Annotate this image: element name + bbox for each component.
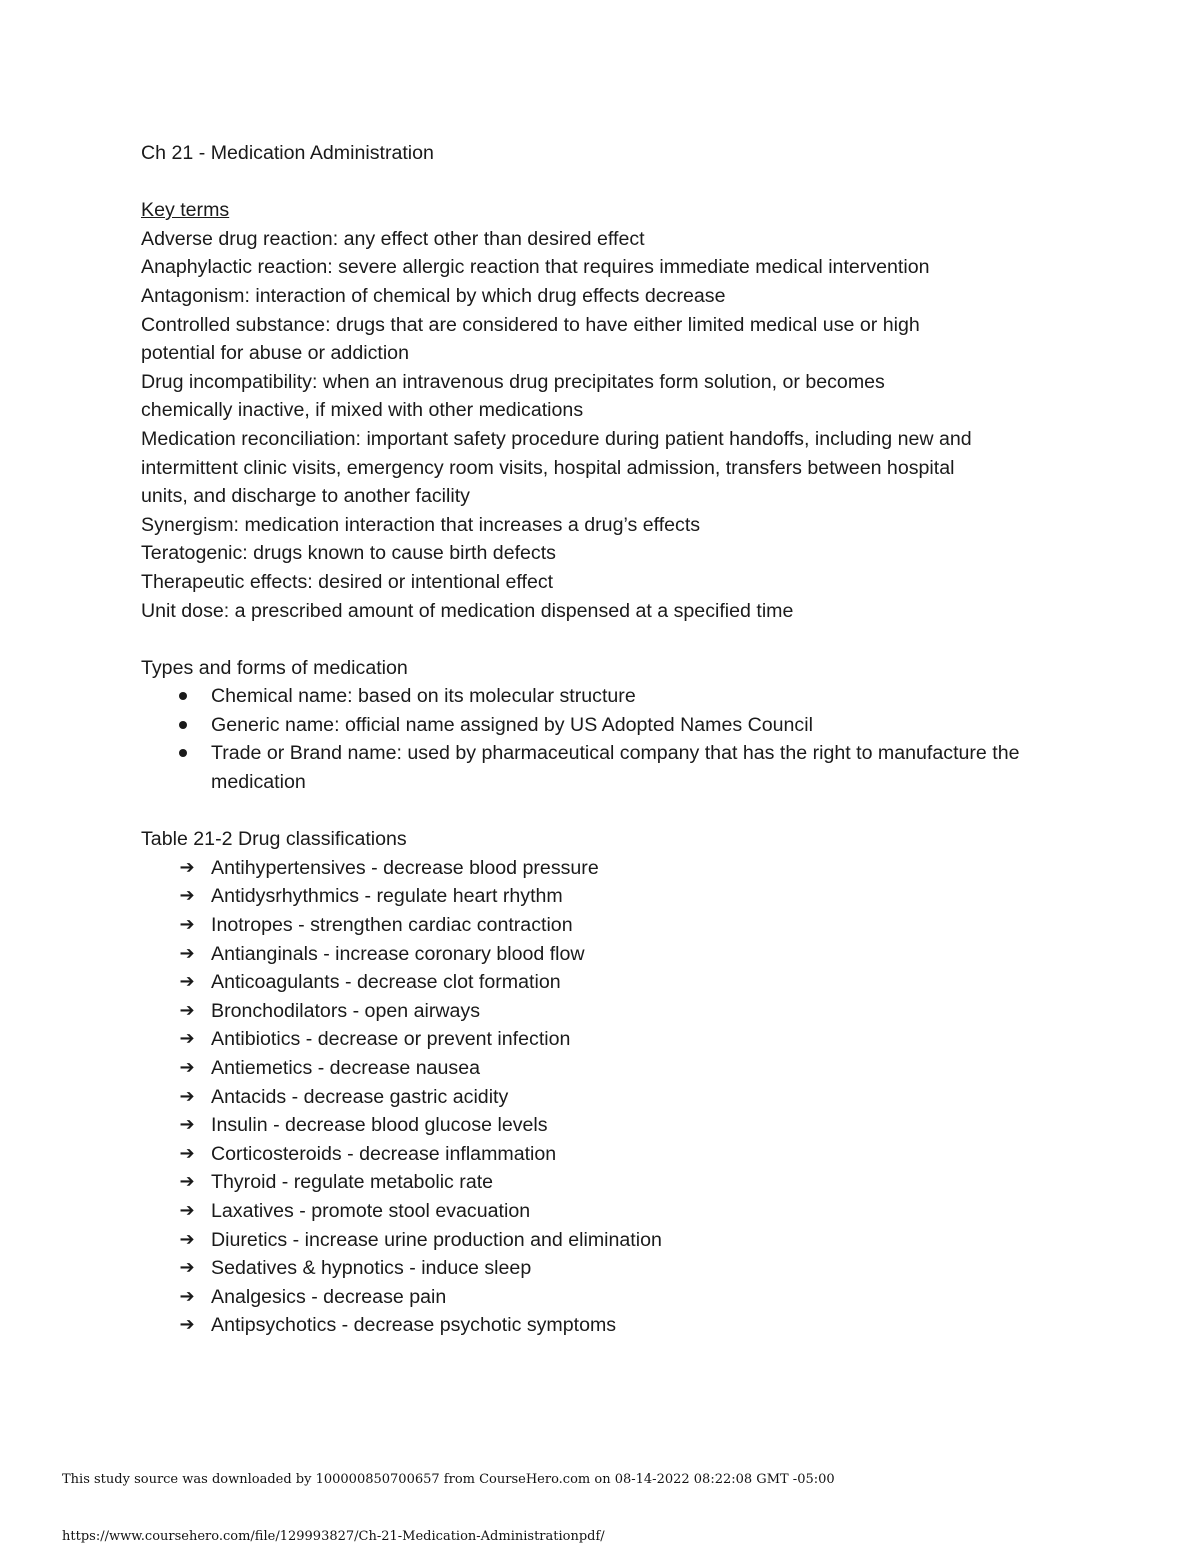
key-terms-heading: Key terms — [141, 199, 230, 222]
list-item-text: Diuretics - increase urine production and elimination — [211, 1228, 662, 1251]
list-item — [141, 940, 1081, 969]
list-item-text: Bronchodilators - open airways — [211, 999, 481, 1022]
list-item — [141, 968, 1081, 997]
list-item — [141, 1226, 1081, 1255]
spacer — [141, 168, 1081, 197]
arrow-right-icon: ➔ — [179, 1171, 195, 1193]
arrow-right-icon: ➔ — [179, 914, 195, 936]
arrow-right-icon: ➔ — [179, 1314, 195, 1336]
list-item — [141, 1025, 1081, 1054]
list-item — [141, 682, 1081, 711]
list-item-text: Laxatives - promote stool evacuation — [211, 1199, 531, 1222]
source-url[interactable]: https://www.coursehero.com/file/129993827/Ch-21-Medication-Administrationpdf/ — [62, 1529, 605, 1544]
arrow-right-icon: ➔ — [179, 1285, 195, 1307]
arrow-right-icon: ➔ — [179, 999, 195, 1021]
spacer — [141, 797, 1081, 826]
arrow-right-icon: ➔ — [179, 1114, 195, 1136]
key-term-line: Anaphylactic reaction: severe allergic reaction that requires immediate medical intervention — [141, 256, 930, 279]
list-item-text: Antibiotics - decrease or prevent infection — [211, 1028, 571, 1051]
list-item-text: Insulin - decrease blood glucose levels — [211, 1114, 548, 1137]
bullet-icon — [179, 721, 187, 729]
list-item — [141, 1311, 1081, 1340]
document-title: Ch 21 - Medication Administration — [141, 142, 434, 164]
list-item-text: Antiemetics - decrease nausea — [211, 1057, 481, 1079]
arrow-right-icon: ➔ — [179, 885, 195, 907]
arrow-right-icon: ➔ — [179, 942, 195, 964]
list-item — [141, 1054, 1081, 1083]
list-item-text: Antihypertensives - decrease blood pressure — [211, 856, 599, 879]
list-item — [141, 1197, 1081, 1226]
list-item — [141, 1083, 1081, 1112]
key-term-line: Drug incompatibility: when an intravenous drug precipitates form solution, or becomes — [141, 370, 885, 393]
arrow-right-icon: ➔ — [179, 1028, 195, 1050]
key-term-line: intermittent clinic visits, emergency room visits, hospital admission, transfers between hospital — [141, 456, 955, 479]
list-item — [141, 911, 1081, 940]
key-terms-list — [141, 225, 1081, 625]
list-item-text: Thyroid - regulate metabolic rate — [211, 1171, 494, 1194]
spacer — [141, 625, 1081, 654]
list-item — [141, 1254, 1081, 1283]
list-item-text: Trade or Brand name: used by pharmaceutical company that has the right to manufacture the medication — [211, 742, 1020, 794]
list-item-text: Generic name: official name assigned by US Adopted Names Council — [211, 713, 813, 736]
document-body — [141, 139, 1081, 1340]
key-term-line: Controlled substance: drugs that are considered to have either limited medical use or high — [141, 313, 920, 336]
list-item-text: Analgesics - decrease pain — [211, 1285, 447, 1308]
list-item-text: Antipsychotics - decrease psychotic symptoms — [211, 1314, 617, 1337]
key-term-line: potential for abuse or addiction — [141, 342, 409, 365]
key-term-line: Antagonism: interaction of chemical by which drug effects decrease — [141, 284, 726, 307]
arrow-right-icon: ➔ — [179, 856, 195, 878]
list-item-text: Inotropes - strengthen cardiac contraction — [211, 914, 573, 937]
key-term-line: Therapeutic effects: desired or intentional effect — [141, 570, 554, 593]
arrow-right-icon: ➔ — [179, 1228, 195, 1250]
list-item — [141, 1168, 1081, 1197]
list-item-text: Chemical name: based on its molecular structure — [211, 685, 636, 708]
key-term-line: Synergism: medication interaction that increases a drug’s effects — [141, 513, 701, 536]
list-item-text: Corticosteroids - decrease inflammation — [211, 1142, 557, 1165]
list-item-text: Sedatives & hypnotics - induce sleep — [211, 1257, 532, 1280]
types-list — [141, 682, 1081, 796]
list-item — [141, 1111, 1081, 1140]
key-term-line: Teratogenic: drugs known to cause birth defects — [141, 542, 556, 565]
types-heading: Types and forms of medication — [141, 656, 408, 679]
key-term-line: Adverse drug reaction: any effect other than desired effect — [141, 227, 645, 250]
arrow-right-icon: ➔ — [179, 1257, 195, 1279]
arrow-right-icon: ➔ — [179, 1085, 195, 1107]
list-item — [141, 882, 1081, 911]
arrow-right-icon: ➔ — [179, 971, 195, 993]
arrow-right-icon: ➔ — [179, 1142, 195, 1164]
list-item-text: Antacids - decrease gastric acidity — [211, 1085, 509, 1108]
list-item — [141, 711, 1081, 740]
list-item-text: Anticoagulants - decrease clot formation — [211, 971, 561, 994]
key-term-line: units, and discharge to another facility — [141, 485, 470, 508]
classifications-heading: Table 21-2 Drug classifications — [141, 828, 407, 851]
list-item — [141, 1283, 1081, 1312]
download-source-note: This study source was downloaded by 100000850700657 from CourseHero.com on 08-14-2022 08:22:08 GMT -05:00 — [62, 1472, 835, 1487]
bullet-icon — [179, 749, 187, 757]
key-term-line: Medication reconciliation: important safety procedure during patient handoffs, including new and — [141, 427, 972, 450]
list-item — [141, 1140, 1081, 1169]
list-item — [141, 854, 1081, 883]
classifications-list — [141, 854, 1081, 1340]
list-item-text: Antidysrhythmics - regulate heart rhythm — [211, 885, 563, 908]
list-item-text: Antianginals - increase coronary blood flow — [211, 942, 585, 965]
arrow-right-icon: ➔ — [179, 1199, 195, 1221]
bullet-icon — [179, 692, 187, 700]
key-term-line: chemically inactive, if mixed with other medications — [141, 399, 584, 422]
list-item — [141, 739, 1081, 796]
key-term-line: Unit dose: a prescribed amount of medication dispensed at a specified time — [141, 599, 794, 622]
list-item — [141, 997, 1081, 1026]
arrow-right-icon: ➔ — [179, 1057, 195, 1078]
